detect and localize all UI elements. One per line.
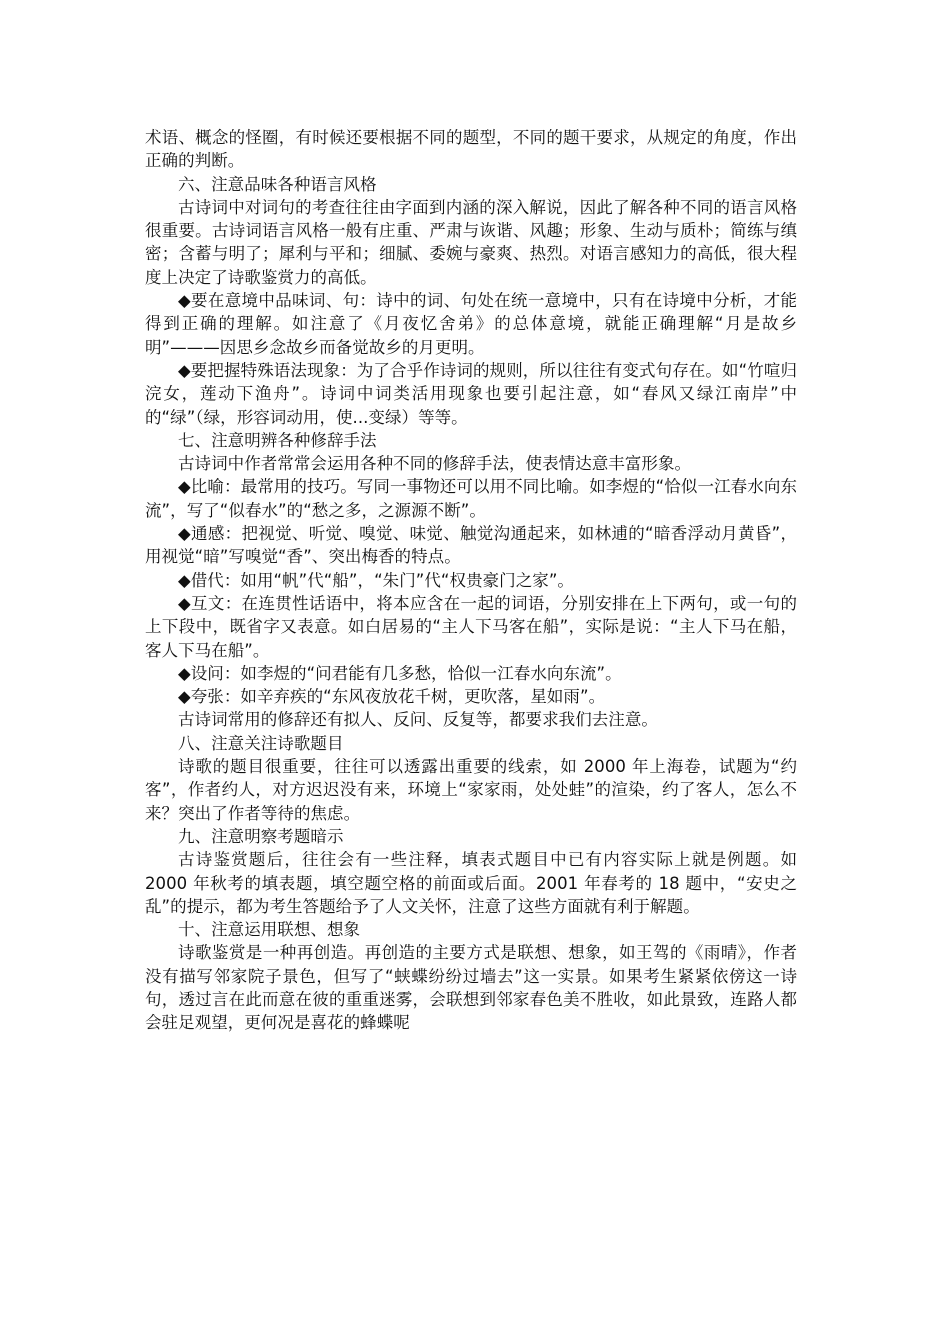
bullet-paragraph: ◆设问：如李煜的“问君能有几多愁，恰似一江春水向东流”。 [178, 663, 622, 683]
paragraph: 古诗词常用的修辞还有拟人、反问、反复等，都要求我们去注意。 [178, 710, 658, 730]
paragraph: 古诗鉴赏题后，往往会有一些注释，填表式题目中已有内容实际上就是例题。如 2000 年秋考的填表题，填空题空格的前面或后面。2001 年春考的 18 题中，“安史之乱”的提示，都为考生答题给予了人文关怀，注意了这些方面就有利于解题。 [145, 850, 797, 916]
section-heading-10: 十、注意运用联想、想象 [178, 920, 361, 940]
paragraph-continuation: 术语、概念的怪圈，有时候还要根据不同的题型，不同的题干要求，从规定的角度，作出正确的判断。 [145, 128, 797, 171]
paragraph: 古诗词中作者常常会运用各种不同的修辞手法，使表情达意丰富形象。 [178, 454, 692, 474]
paragraph: 诗歌的题目很重要，往往可以透露出重要的线索，如 2000 年上海卷，试题为“约客”，作者约人，对方迟迟没有来，环境上“家家雨，处处蛙”的渲染，约了客人，怎么不来？突出了作者等待的焦虑。 [145, 757, 797, 823]
bullet-paragraph: ◆通感：把视觉、听觉、嗅觉、味觉、触觉沟通起来，如林逋的“暗香浮动月黄昏”，用视觉“暗”写嗅觉“香”、突出梅香的特点。 [145, 524, 797, 567]
bullet-paragraph: ◆互文：在连贯性话语中，将本应含在一起的词语，分别安排在上下两句，或一句的上下段中，既省字又表意。如白居易的“主人下马客在船”，实际是说：“主人下马在船，客人下马在船”。 [145, 593, 797, 660]
bullet-paragraph: ◆夸张：如辛弃疾的“东风夜放花千树，更吹落，星如雨”。 [178, 687, 606, 707]
bullet-paragraph: ◆借代：如用“帆”代“船”，“朱门”代“权贵豪门之家”。 [178, 570, 574, 590]
section-heading-8: 八、注意关注诗歌题目 [178, 733, 344, 753]
document-body [145, 126, 797, 1035]
bullet-paragraph: ◆要在意境中品味词、句：诗中的词、句处在统一意境中，只有在诗境中分析，才能得到正确的理解。如注意了《月夜忆舍弟》的总体意境，就能正确理解“月是故乡明”———因思乡念故乡而备觉故乡的月更明。 [145, 291, 797, 357]
section-heading-9: 九、注意明察考题暗示 [178, 826, 344, 846]
paragraph: 古诗词中对词句的考查往往由字面到内涵的深入解说，因此了解各种不同的语言风格很重要。古诗词语言风格一般有庄重、严肃与诙谐、风趣；形象、生动与质朴；简练与缜密；含蓄与明了；犀利与平和；细腻、委婉与豪爽、热烈。对语言感知力的高低，很大程度上决定了诗歌鉴赏力的高低。 [145, 197, 797, 287]
bullet-paragraph: ◆比喻：最常用的技巧。写同一事物还可以用不同比喻。如李煜的“恰似一江春水向东流”，写了“似春水”的“愁之多，之源源不断”。 [145, 477, 797, 520]
bullet-paragraph: ◆要把握特殊语法现象：为了合乎作诗词的规则，所以往往有变式句存在。如“竹喧归浣女，莲动下渔舟”。诗词中词类活用现象也要引起注意，如“春风又绿江南岸”中的“绿”（绿，形容词动用，使...变绿）等等。 [145, 360, 797, 427]
section-heading-7: 七、注意明辨各种修辞手法 [178, 430, 377, 450]
paragraph: 诗歌鉴赏是一种再创造。再创造的主要方式是联想、想象，如王驾的《雨晴》，作者没有描写邻家院子景色，但写了“蛱蝶纷纷过墙去”这一实景。如果考生紧紧依傍这一诗句，透过言在此而意在彼的重重迷雾，会联想到邻家春色美不胜收，如此景致，连路人都会驻足观望，更何况是喜花的蜂蝶呢 [145, 943, 797, 1033]
section-heading-6: 六、注意品味各种语言风格 [178, 174, 377, 194]
